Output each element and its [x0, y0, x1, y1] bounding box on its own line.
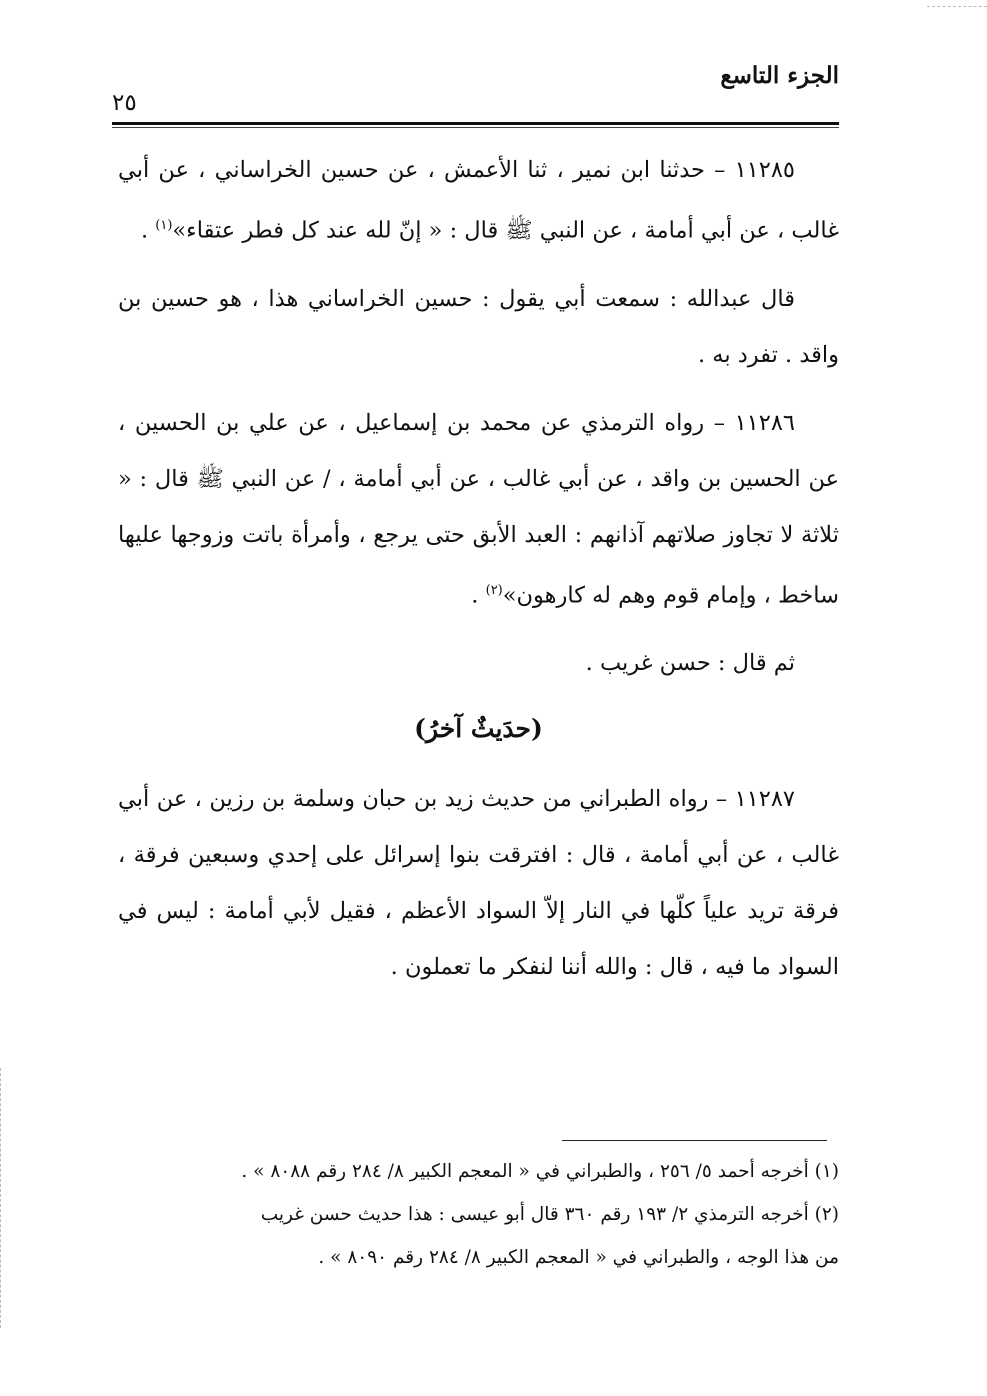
footnote-separator — [562, 1140, 827, 1141]
hadith-11286-end: . — [471, 582, 486, 608]
running-title: الجزء التاسع — [720, 62, 839, 89]
footnote-2: (٢) أخرجه الترمذي ٢/ ١٩٣ رقم ٣٦٠ قال أبو عيسى : هذا حديث حسن غريب — [260, 1204, 839, 1225]
main-text — [118, 142, 839, 1005]
footnote-2-continuation: من هذا الوجه ، والطبراني في « المعجم الكبير ٨/ ٢٨٤ رقم ٨٠٩٠ » . — [318, 1247, 839, 1268]
section-heading: (حدَيثٌ آخرُ) — [414, 714, 543, 743]
footnote-1: (١) أخرجه أحمد ٥/ ٢٥٦ ، والطبراني في « المعجم الكبير ٨/ ٢٨٤ رقم ٨٠٨٨ » . — [241, 1161, 839, 1182]
scan-edge-mark — [0, 1068, 2, 1328]
hadith-11285 — [118, 142, 839, 259]
footnote-ref-1: (١) — [155, 218, 173, 233]
header-rule-thin — [112, 127, 839, 128]
comment-abdullah: قال عبدالله : سمعت أبي يقول : حسين الخراساني هذا ، هو حسين بن واقد . تفرد به . — [118, 285, 839, 368]
scan-corner-mark — [927, 6, 987, 7]
header-rule — [112, 122, 839, 126]
hadith-11285-text: ١١٢٨٥ – حدثنا ابن نمير ، ثنا الأعمش ، عن حسين الخراساني ، عن أبي غالب ، عن أبي أمامة ، عن النبي ﷺ قال : « إنّ لله عند كل فطر عتقاء» — [118, 157, 839, 244]
page-number: ٢٥ — [112, 90, 137, 116]
hadith-11287: ١١٢٨٧ – رواه الطبراني من حديث زيد بن حبان وسلمة بن رزين ، عن أبي غالب ، عن أبي أمامة ، قال : افترقت بنوا إسرائل على إحدي وسبعين فرقة ، فرقة تريد علياً كلّها في النار إلاّ السواد الأعظم ، فقيل لأبي أمامة : ليس في السواد ما فيه ، قال : والله أننا لنفكر ما تعملون . — [118, 786, 839, 980]
hadith-11286-text: ١١٢٨٦ – رواه الترمذي عن محمد بن إسماعيل ، عن علي بن الحسين ، عن الحسين بن واقد ، عن أبي غالب ، عن أبي أمامة ، / عن النبي ﷺ قال : « ثلاثة لا تجاوز صلاتهم آذانهم : العبد الأبق حتى يرجع ، وأمرأة باتت وزوجها عليها ساخط ، وإمام قوم وهم له كارهون» — [118, 409, 839, 608]
hadith-11285-end: . — [140, 217, 156, 244]
footnotes — [118, 1150, 839, 1279]
grading-note: ثم قال : حسن غريب . — [585, 650, 795, 676]
footnote-ref-2: (٢) — [485, 582, 503, 598]
hadith-11286 — [118, 395, 839, 624]
page-header — [112, 56, 839, 126]
